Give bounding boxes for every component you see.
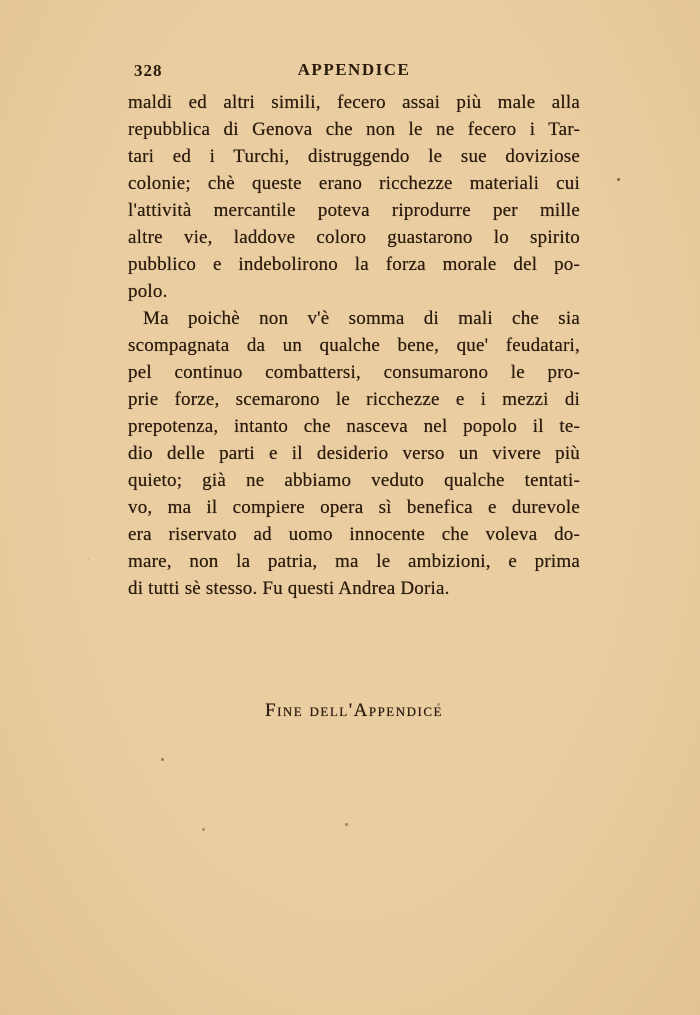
text-line: di tutti sè stesso. Fu questi Andrea Doria. (128, 578, 450, 599)
text-line: repubblica di Genova che non le ne fecero i Tar- (128, 119, 580, 140)
text-line: l'attività mercantile poteva riprodurre per mille (128, 200, 580, 221)
text-line: tari ed i Turchi, distruggendo le sue doviziose (128, 146, 580, 167)
page-number: 328 (134, 61, 163, 80)
text-line: colonie; chè queste erano ricchezze materiali cui (128, 173, 580, 194)
end-note: Fine dell'Appendice (265, 700, 443, 721)
body-text (128, 89, 580, 602)
text-line: pel continuo combattersi, consumarono le pro- (128, 362, 580, 383)
running-title: APPENDICE (297, 60, 411, 79)
paper-specks (617, 178, 620, 181)
text-line: era riservato ad uomo innocente che voleva do- (128, 524, 580, 545)
paragraph (128, 305, 580, 602)
text-line: Ma poichè non v'è somma di mali che sia (143, 308, 580, 329)
text-line: altre vie, laddove coloro guastarono lo spirito (128, 227, 580, 248)
text-line: quieto; già ne abbiamo veduto qualche tentati- (128, 470, 580, 491)
text-line: prepotenza, intanto che nasceva nel popolo il te- (128, 416, 580, 437)
text-line: pubblico e indebolirono la forza morale del po- (128, 254, 580, 275)
text-line: mare, non la patria, ma le ambizioni, e prima (128, 551, 580, 572)
text-line: scompagnata da un qualche bene, que' feudatari, (128, 335, 580, 356)
text-line: prie forze, scemarono le ricchezze e i mezzi di (128, 389, 580, 410)
text-line: maldi ed altri simili, fecero assai più male alla (128, 92, 580, 113)
text-line: dio delle parti e il desiderio verso un vivere più (128, 443, 580, 464)
page-header (128, 60, 580, 84)
text-line: polo. (128, 281, 168, 302)
text-line: vo, ma il compiere opera sì benefica e durevole (128, 497, 580, 518)
paragraph (128, 89, 580, 305)
